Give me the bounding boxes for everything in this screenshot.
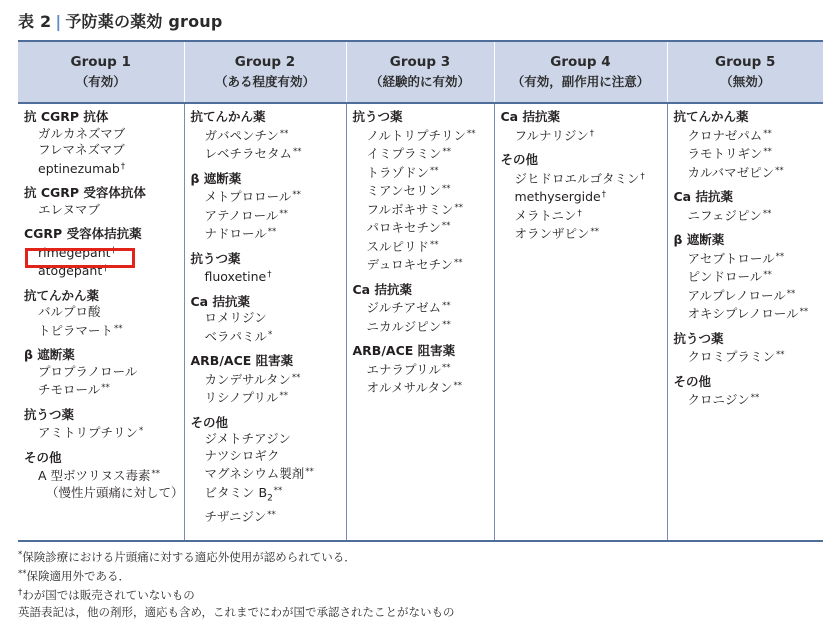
group-2-cell xyxy=(184,103,346,541)
drug-item: ベラパミル* xyxy=(204,328,273,344)
category: その他 xyxy=(24,449,62,465)
category: ARB/ACE 阻害薬 xyxy=(190,353,294,368)
drug-item: リシノプリル** xyxy=(204,390,289,405)
drug-item: イミプラミン** xyxy=(366,146,452,161)
category: 抗てんかん薬 xyxy=(24,287,100,303)
category: 抗てんかん薬 xyxy=(190,109,266,124)
header-group-4: Group 4 （有効，副作用に注意） xyxy=(494,41,667,103)
category: その他 xyxy=(673,373,712,389)
category: 抗てんかん薬 xyxy=(673,109,749,124)
drug-item: スルピリド** xyxy=(366,238,439,254)
drug-item: ニフェジピン** xyxy=(687,207,772,223)
drug-item: エレヌマブ xyxy=(38,201,101,217)
drug-item: オランザピン** xyxy=(514,226,600,241)
drug-item: ラモトリギン** xyxy=(687,146,772,161)
footnotes xyxy=(18,547,455,621)
category: β 遮断薬 xyxy=(190,170,242,186)
drug-item: オキシプレノロール** xyxy=(687,306,809,321)
drug-item: ガルカネズマブ xyxy=(38,125,126,141)
drug-item: チモロール** xyxy=(38,382,110,397)
drug-item: プロプラノロール xyxy=(38,363,138,379)
drug-item: メトプロロール** xyxy=(204,189,301,204)
footnote-2: **保険適用外である． xyxy=(18,569,130,583)
category: 抗 CGRP 抗体 xyxy=(24,109,109,124)
drug-item: バルプロ酸 xyxy=(38,304,101,319)
drug-item: アルプレノロール** xyxy=(687,287,796,303)
drug-item: チザニジン** xyxy=(204,508,276,524)
category: 抗うつ薬 xyxy=(673,330,724,346)
body-row xyxy=(18,103,823,541)
drug-item: fluoxetine† xyxy=(204,269,272,284)
group-1-cell xyxy=(18,103,184,541)
drug-item: ニカルジピン** xyxy=(366,318,451,334)
drug-item: ロメリジン xyxy=(204,310,267,325)
category: Ca 拮抗薬 xyxy=(673,189,733,204)
header-group-3: Group 3 （経験的に有効） xyxy=(346,41,494,103)
drug-item: トピラマート** xyxy=(38,322,123,338)
footnote-4: 英語表記は，他の剤形，適応も含め，これまでにわが国で承認されたことがないもの xyxy=(18,605,455,619)
table-title-text: 予防薬の薬効 group xyxy=(65,12,223,31)
drug-item: マグネシウム製剤** xyxy=(204,466,314,481)
drug-item: オルメサルタン** xyxy=(366,380,463,395)
drug-item: ジヒドロエルゴタミン† xyxy=(514,170,645,186)
title-separator: | xyxy=(55,12,62,31)
drug-item: ピンドロール** xyxy=(687,269,772,284)
drug-item: フレマネズマブ xyxy=(38,142,125,157)
drug-item: atogepant† xyxy=(38,263,108,278)
highlight-box xyxy=(25,248,135,268)
drug-item: アミトリプチリン* xyxy=(38,425,144,440)
table-number: 表 2 xyxy=(18,12,52,31)
prophylaxis-table xyxy=(18,40,823,542)
footnote-3: †わが国では販売されていないもの xyxy=(18,588,195,602)
drug-item: ビタミン $B_2^{**}$ xyxy=(204,484,283,503)
drug-item: ナドロール** xyxy=(204,226,277,241)
category: Ca 拮抗薬 xyxy=(500,109,560,124)
header-group-5: Group 5 （無効） xyxy=(667,41,823,103)
category: 抗うつ薬 xyxy=(190,250,241,266)
category: Ca 拮抗薬 xyxy=(190,293,250,309)
drug-item: パロキセチン** xyxy=(366,220,451,235)
drug-item: フルボキサミン** xyxy=(366,201,464,217)
drug-item-note: （慢性片頭痛に対して） xyxy=(46,484,184,500)
category: 抗 CGRP 受容体抗体 xyxy=(24,185,146,200)
drug-item: カルバマゼピン** xyxy=(687,164,784,180)
drug-item-highlighted: rimegepant† xyxy=(38,244,116,260)
category: その他 xyxy=(500,152,539,167)
header-group-2: Group 2 （ある程度有効） xyxy=(184,41,346,103)
drug-item: ガバペンチン** xyxy=(204,127,289,143)
category: CGRP 受容体拮抗薬 xyxy=(24,226,142,241)
footnote-1: *保険診療における片頭痛に対する適応外使用が認められている． xyxy=(18,550,356,564)
category: その他 xyxy=(190,414,229,430)
drug-item: レベチラセタム** xyxy=(204,146,302,161)
category: 抗うつ薬 xyxy=(352,109,403,124)
drug-item: A 型ボツリヌス毒素** xyxy=(38,468,161,483)
drug-item: デュロキセチン** xyxy=(366,257,463,272)
group-3-cell xyxy=(346,103,494,541)
drug-item: ミアンセリン** xyxy=(366,183,451,198)
drug-item: アテノロール** xyxy=(204,207,288,223)
drug-item: カンデサルタン** xyxy=(204,371,301,387)
drug-item: クロニジン** xyxy=(687,392,760,407)
category: ARB/ACE 阻害薬 xyxy=(352,343,456,358)
drug-item: クロミプラミン** xyxy=(687,349,785,364)
category: β 遮断薬 xyxy=(24,347,75,362)
category: Ca 拮抗薬 xyxy=(352,281,412,297)
drug-item: エナラプリル** xyxy=(366,361,451,377)
drug-item: クロナゼパム** xyxy=(687,127,772,143)
drug-item: eptinezumab† xyxy=(38,160,126,176)
drug-item: トラゾドン** xyxy=(366,164,439,180)
drug-item: ジメトチアジン xyxy=(204,431,291,446)
table-title xyxy=(18,9,223,32)
group-5-cell xyxy=(667,103,823,541)
header-row xyxy=(18,41,823,103)
category: 抗うつ薬 xyxy=(24,406,75,422)
group-4-cell xyxy=(494,103,667,541)
drug-item: methysergide† xyxy=(514,189,606,204)
drug-item: ジルチアゼム** xyxy=(366,300,451,315)
drug-item: アセブトロール** xyxy=(687,250,785,266)
drug-item: ノルトリプチリン** xyxy=(366,127,476,143)
drug-item: ナツシロギク xyxy=(204,447,280,463)
header-group-1: Group 1 （有効） xyxy=(18,41,184,103)
drug-item: フルナリジン† xyxy=(514,127,594,143)
category: β 遮断薬 xyxy=(673,232,725,247)
drug-item: メラトニン† xyxy=(514,207,582,223)
